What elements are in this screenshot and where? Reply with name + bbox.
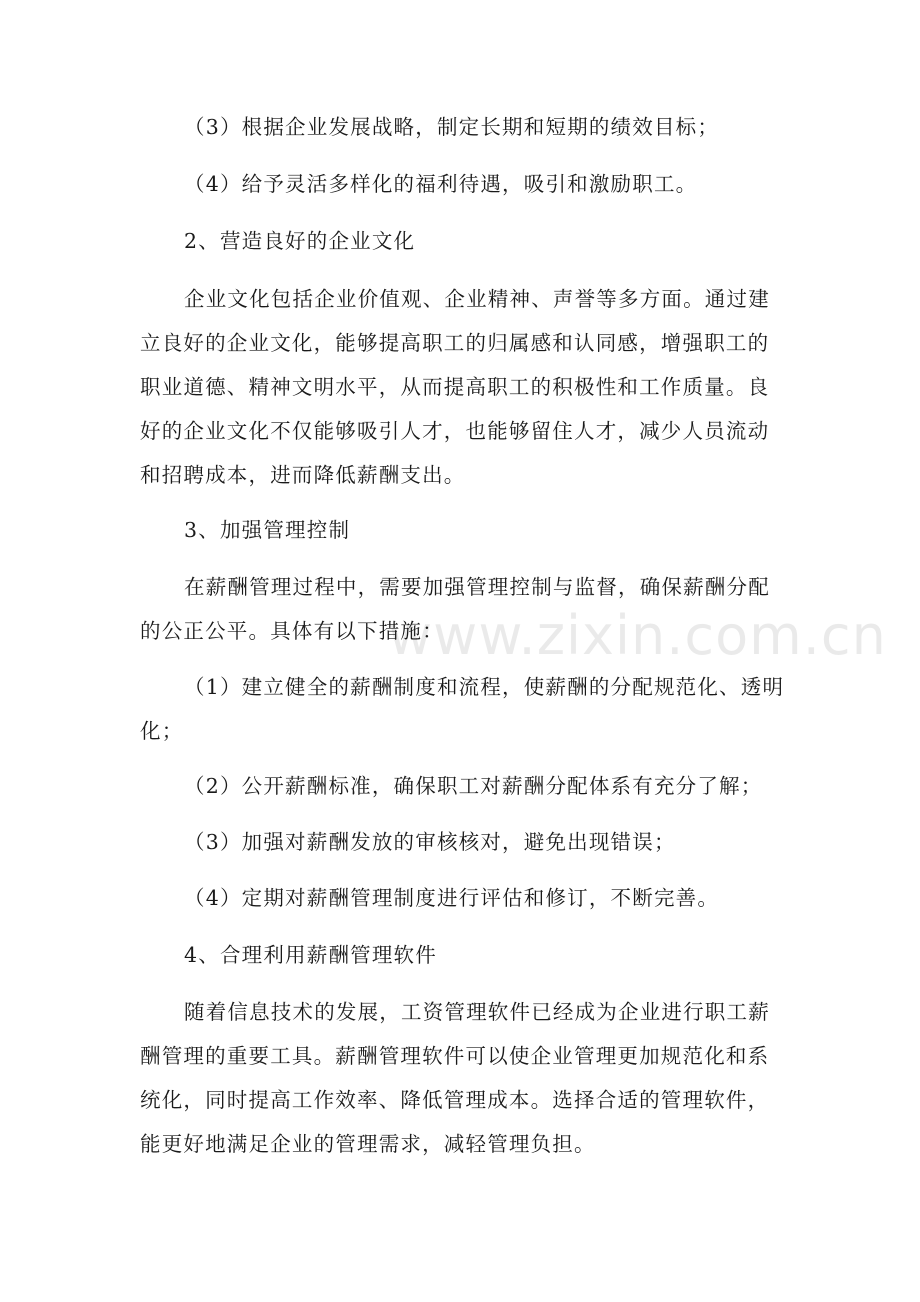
watermark: www.zixin.com.cn — [388, 604, 887, 667]
list-item: （4）给予灵活多样化的福利待遇，吸引和激励职工。 — [184, 172, 698, 196]
paragraph-line: 在薪酬管理过程中，需要加强管理控制与监督，确保薪酬分配 — [184, 575, 770, 599]
paragraph-line: 随着信息技术的发展，工资管理软件已经成为企业进行职工薪 — [184, 1000, 770, 1024]
paragraph-line: 和招聘成本，进而降低薪酬支出。 — [140, 463, 466, 487]
paragraph-line: 企业文化包括企业价值观、企业精神、声誉等多方面。通过建 — [184, 287, 770, 311]
section-heading: 2、营造良好的企业文化 — [184, 229, 416, 253]
section-heading: 3、加强管理控制 — [184, 518, 351, 542]
section-heading: 4、合理利用薪酬管理软件 — [184, 943, 437, 967]
paragraph-line: 能更好地满足企业的管理需求，减轻管理负担。 — [140, 1132, 596, 1156]
paragraph-line: 统化，同时提高工作效率、降低管理成本。选择合适的管理软件， — [140, 1088, 770, 1112]
list-item: （4）定期对薪酬管理制度进行评估和修订，不断完善。 — [184, 886, 720, 910]
paragraph-line: 立良好的企业文化，能够提高职工的归属感和认同感，增强职工的 — [140, 331, 770, 355]
list-item: 化； — [140, 719, 184, 743]
list-item: （3）根据企业发展战略，制定长期和短期的绩效目标； — [184, 115, 720, 139]
list-item: （2）公开薪酬标准，确保职工对薪酬分配体系有充分了解； — [184, 774, 763, 798]
list-item: （3）加强对薪酬发放的审核核对，避免出现错误； — [184, 830, 676, 854]
paragraph-line: 好的企业文化不仅能够吸引人才，也能够留住人才，减少人员流动 — [140, 419, 770, 443]
paragraph-line: 酬管理的重要工具。薪酬管理软件可以使企业管理更加规范化和系 — [140, 1044, 770, 1068]
paragraph-line: 的公正公平。具体有以下措施： — [140, 619, 444, 643]
list-item: （1）建立健全的薪酬制度和流程，使薪酬的分配规范化、透明 — [184, 675, 785, 699]
paragraph-line: 职业道德、精神文明水平，从而提高职工的积极性和工作质量。良 — [140, 375, 770, 399]
